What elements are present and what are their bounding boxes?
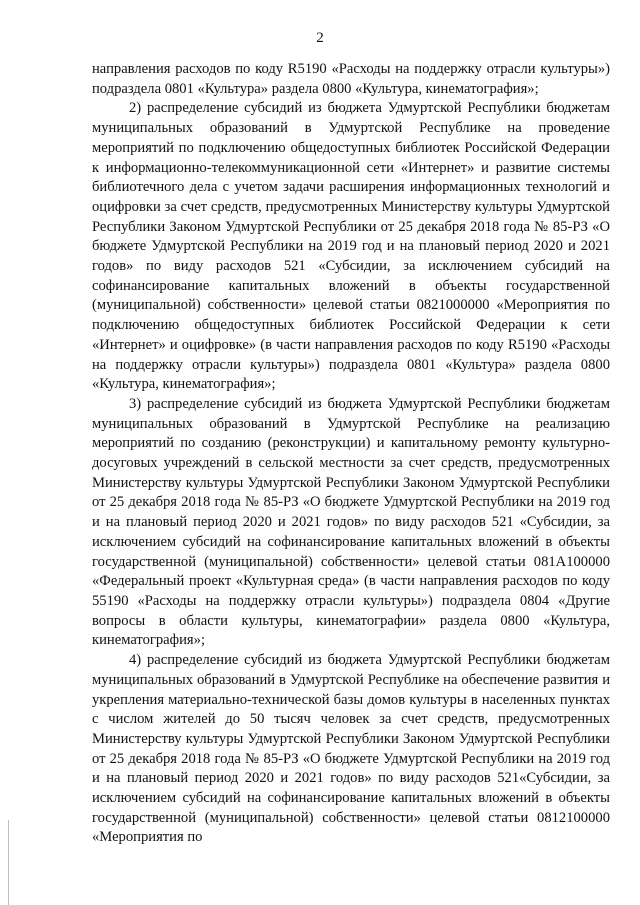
document-body [92,60,610,848]
paragraph-continuation: направления расходов по коду R5190 «Расходы на поддержку отрасли культуры») подраздела 0801 «Культура» раздела 0800 «Культура, кинематография»; [92,61,610,97]
paragraph-item-2: 2) распределение субсидий из бюджета Удмуртской Республики бюджетам муниципальных образований в Удмуртской Республике на проведение мероприятий по подключению общедоступных библиотек Российской Федерации к информационно-телекоммуникационной сети «Интернет» и развитие системы библиотечного дела с учетом задачи расширения информационных технологий и оцифровки за счет средств, предусмотренных Министерству культуры Удмуртской Республики Законом Удмуртской Республики от 25 декабря 2018 года № 85-РЗ «О бюджете Удмуртской Республики на 2019 год и на плановый период 2020 и 2021 годов» по виду расходов 521 «Субсидии, за исключением субсидий на софинансирование капитальных вложений в объекты государственной (муниципальной) собственности» целевой статьи 0821000000 «Мероприятия по подключению общедоступных библиотек Российской Федерации к сети «Интернет» и оцифровке» (в части направления расходов по коду R5190 «Расходы на поддержку отрасли культуры») подраздела 0801 «Культура» раздела 0800 «Культура, кинематография»; [92,100,610,393]
paragraph-item-4: 4) распределение субсидий из бюджета Удмуртской Республики бюджетам муниципальных образований в Удмуртской Республике на обеспечение развития и укрепления материально-технической базы домов культуры в населенных пунктах с числом жителей до 50 тысяч человек за счет средств, предусмотренных Министерству культуры Удмуртской Республики Законом Удмуртской Республики от 25 декабря 2018 года № 85-РЗ «О бюджете Удмуртской Республики на 2019 год и на плановый период 2020 и 2021 годов» по виду расходов 521«Субсидии, за исключением субсидий на софинансирование капитальных вложений в объекты государственной (муниципальной) собственности» целевой статьи 0812100000 «Мероприятия по [92,652,610,846]
paragraph-item-3: 3) распределение субсидий из бюджета Удмуртской Республики бюджетам муниципальных образований в Удмуртской Республике на реализацию мероприятий по созданию (реконструкции) и капитальному ремонту культурно-досуговых учреждений в сельской местности за счет средств, предусмотренных Министерству культуры Удмуртской Республики Законом Удмуртской Республики от 25 декабря 2018 года № 85-РЗ «О бюджете Удмуртской Республики на 2019 год и на плановый период 2020 и 2021 годов» по виду расходов 521 «Субсидии, за исключением субсидий на софинансирование капитальных вложений в объекты государственной (муниципальной) собственности» целевой статьи 081А100000 «Федеральный проект «Культурная среда» (в части направления расходов по коду 55190 «Расходы на поддержку отрасли культуры») подраздела 0804 «Другие вопросы в области культуры, кинематографии» раздела 0800 «Культура, кинематография»; [92,395,610,649]
scan-edge-mark [8,820,9,905]
page-number: 2 [316,30,324,46]
